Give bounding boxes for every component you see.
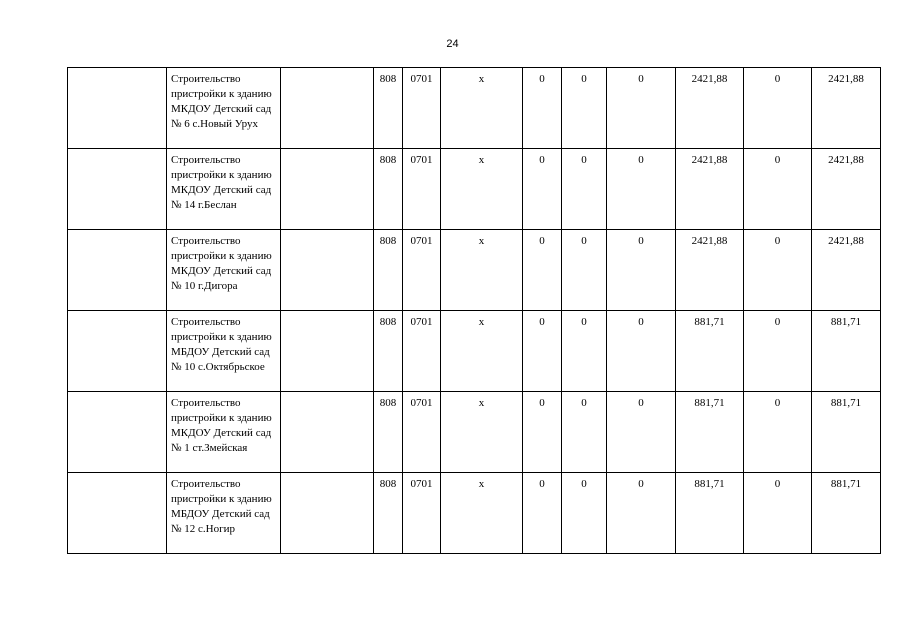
ministry-code-cell: 808 — [374, 149, 403, 230]
table-row — [68, 149, 881, 230]
value-cell: 0 — [744, 392, 812, 473]
marker-cell: х — [441, 149, 523, 230]
marker-cell: х — [441, 68, 523, 149]
empty-cell — [281, 68, 374, 149]
value-cell: 0 — [523, 149, 562, 230]
value-cell: 0 — [523, 473, 562, 554]
table-row — [68, 473, 881, 554]
ministry-code-cell: 808 — [374, 230, 403, 311]
value-cell: 0 — [744, 230, 812, 311]
value-cell: 0 — [562, 473, 607, 554]
section-code-cell: 0701 — [403, 311, 441, 392]
page-number: 24 — [446, 38, 459, 50]
empty-cell — [68, 68, 167, 149]
empty-cell — [68, 311, 167, 392]
value-cell: 0 — [744, 311, 812, 392]
value-cell: 2421,88 — [676, 68, 744, 149]
object-name-cell: Строительство пристройки к зданию МКДОУ Детский сад № 6 с.Новый Урух — [167, 68, 281, 149]
ministry-code-cell: 808 — [374, 311, 403, 392]
value-cell: 0 — [744, 149, 812, 230]
value-cell: 0 — [744, 68, 812, 149]
total-cell: 881,71 — [812, 473, 881, 554]
marker-cell: х — [441, 392, 523, 473]
empty-cell — [68, 473, 167, 554]
total-cell: 881,71 — [812, 392, 881, 473]
object-name-cell: Строительство пристройки к зданию МКДОУ Детский сад № 14 г.Беслан — [167, 149, 281, 230]
object-name-cell: Строительство пристройки к зданию МКДОУ Детский сад № 1 ст.Змейская — [167, 392, 281, 473]
value-cell: 881,71 — [676, 473, 744, 554]
ministry-code-cell: 808 — [374, 392, 403, 473]
ministry-code-cell: 808 — [374, 68, 403, 149]
empty-cell — [281, 311, 374, 392]
table-row — [68, 68, 881, 149]
empty-cell — [68, 230, 167, 311]
section-code-cell: 0701 — [403, 473, 441, 554]
section-code-cell: 0701 — [403, 149, 441, 230]
ministry-code-cell: 808 — [374, 473, 403, 554]
empty-cell — [68, 149, 167, 230]
value-cell: 2421,88 — [676, 149, 744, 230]
value-cell: 0 — [607, 149, 676, 230]
total-cell: 2421,88 — [812, 149, 881, 230]
value-cell: 0 — [562, 149, 607, 230]
budget-table — [67, 67, 881, 554]
value-cell: 0 — [562, 311, 607, 392]
value-cell: 0 — [607, 68, 676, 149]
value-cell: 0 — [562, 392, 607, 473]
empty-cell — [281, 473, 374, 554]
object-name-cell: Строительство пристройки к зданию МБДОУ Детский сад № 12 с.Ногир — [167, 473, 281, 554]
table-row — [68, 392, 881, 473]
total-cell: 2421,88 — [812, 230, 881, 311]
section-code-cell: 0701 — [403, 230, 441, 311]
value-cell: 881,71 — [676, 392, 744, 473]
value-cell: 0 — [607, 230, 676, 311]
value-cell: 0 — [607, 473, 676, 554]
value-cell: 0 — [523, 392, 562, 473]
table-row — [68, 230, 881, 311]
value-cell: 0 — [562, 68, 607, 149]
empty-cell — [281, 149, 374, 230]
section-code-cell: 0701 — [403, 68, 441, 149]
section-code-cell: 0701 — [403, 392, 441, 473]
value-cell: 0 — [523, 68, 562, 149]
total-cell: 2421,88 — [812, 68, 881, 149]
object-name-cell: Строительство пристройки к зданию МБДОУ Детский сад № 10 с.Октябрьское — [167, 311, 281, 392]
value-cell: 2421,88 — [676, 230, 744, 311]
empty-cell — [281, 230, 374, 311]
empty-cell — [281, 392, 374, 473]
total-cell: 881,71 — [812, 311, 881, 392]
table-row — [68, 311, 881, 392]
value-cell: 0 — [523, 230, 562, 311]
marker-cell: х — [441, 311, 523, 392]
value-cell: 0 — [562, 230, 607, 311]
value-cell: 0 — [523, 311, 562, 392]
value-cell: 881,71 — [676, 311, 744, 392]
value-cell: 0 — [607, 392, 676, 473]
object-name-cell: Строительство пристройки к зданию МКДОУ Детский сад № 10 г.Дигора — [167, 230, 281, 311]
marker-cell: х — [441, 230, 523, 311]
empty-cell — [68, 392, 167, 473]
value-cell: 0 — [607, 311, 676, 392]
value-cell: 0 — [744, 473, 812, 554]
marker-cell: х — [441, 473, 523, 554]
